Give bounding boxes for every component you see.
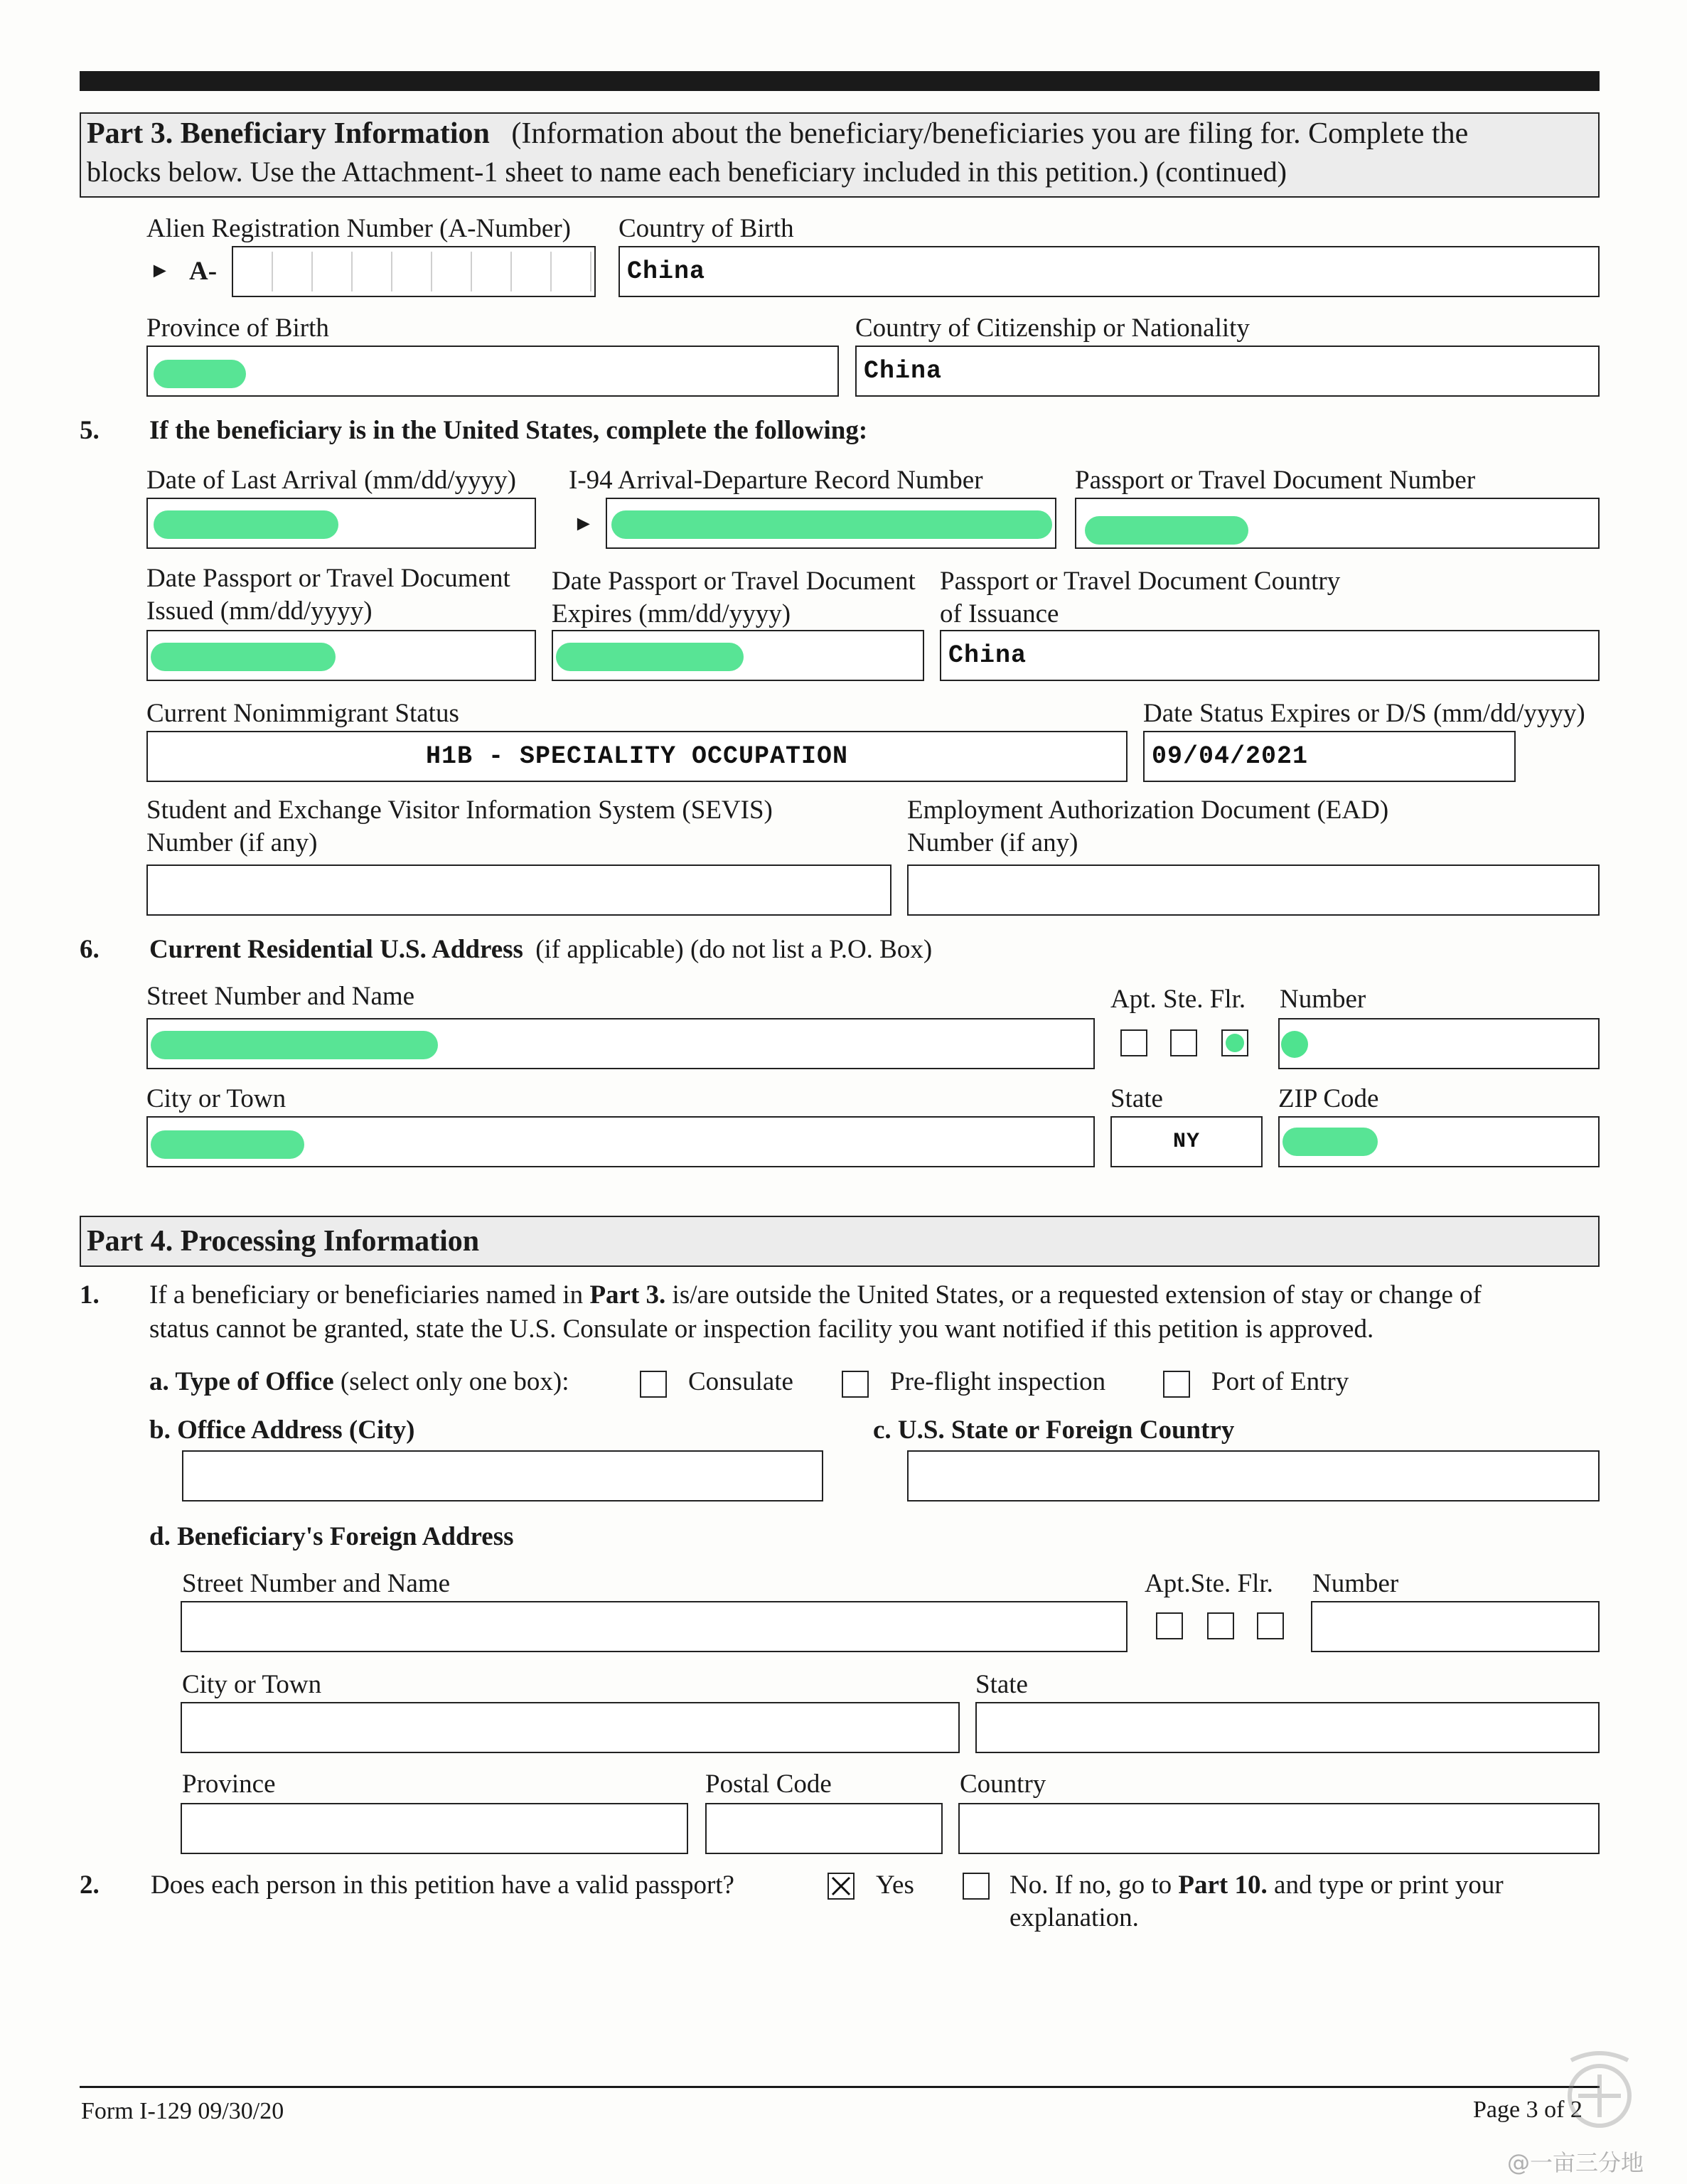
foreign-apt-label: Apt.Ste. Flr. <box>1145 1569 1273 1598</box>
form-id: Form I-129 09/30/20 <box>81 2098 284 2124</box>
citizenship-value: China <box>864 357 943 385</box>
passport-country-label-2: of Issuance <box>940 599 1059 628</box>
ead-label-1: Employment Authorization Document (EAD) <box>907 796 1389 825</box>
redaction-mark <box>154 510 338 539</box>
no-label-post: and type or print your <box>1267 1870 1504 1900</box>
part3-subtitle-1: (Information about the beneficiary/beneficiaries you are filing for. Complete the <box>511 117 1469 150</box>
flr-checkbox[interactable] <box>1221 1029 1248 1056</box>
a-number-prefix: A- <box>189 257 218 286</box>
redaction-mark <box>556 643 744 671</box>
redaction-mark <box>151 1130 304 1159</box>
office-address-label: b. Office Address (City) <box>149 1415 415 1445</box>
yes-checkbox[interactable] <box>828 1873 855 1900</box>
item5-heading: If the beneficiary is in the United States, complete the following: <box>149 416 868 445</box>
foreign-apt-checkbox[interactable] <box>1156 1612 1183 1639</box>
p4-item1-text-2: status cannot be granted, state the U.S. Consulate or inspection facility you want notified if this petition is approved. <box>149 1315 1374 1344</box>
passport-issued-input[interactable] <box>146 630 536 681</box>
apt-ste-flr-label: Apt. Ste. Flr. <box>1110 985 1246 1014</box>
nonimmigrant-status-value: H1B - SPECIALITY OCCUPATION <box>425 742 849 771</box>
x-mark-icon <box>829 1874 853 1898</box>
part3-header <box>80 112 1600 198</box>
foreign-city-input[interactable] <box>181 1702 960 1753</box>
foreign-country-label: Country <box>960 1770 1046 1799</box>
part4-title: Part 4. Processing Information <box>87 1225 480 1258</box>
state-label: State <box>1110 1084 1163 1113</box>
citizenship-label: Country of Citizenship or Nationality <box>855 314 1250 343</box>
ste-checkbox[interactable] <box>1170 1029 1197 1056</box>
type-of-office-line <box>149 1366 569 1398</box>
redaction-mark <box>1281 1031 1308 1058</box>
province-of-birth-input[interactable] <box>146 346 839 397</box>
no-label-bold: Part 10. <box>1178 1870 1268 1900</box>
redaction-mark <box>151 1031 438 1059</box>
apt-checkbox[interactable] <box>1120 1029 1147 1056</box>
watermark-handle: @一亩三分地 <box>1507 2149 1644 2176</box>
redaction-mark <box>611 510 1052 539</box>
part3-title: Part 3. Beneficiary Information <box>87 117 490 150</box>
foreign-ste-checkbox[interactable] <box>1207 1612 1234 1639</box>
foreign-street-label: Street Number and Name <box>182 1569 451 1598</box>
redaction-mark <box>1085 516 1248 545</box>
province-of-birth-label: Province of Birth <box>146 314 329 343</box>
item6-heading-line <box>149 934 932 965</box>
nonimmigrant-status-label: Current Nonimmigrant Status <box>146 699 459 728</box>
street-label: Street Number and Name <box>146 982 415 1011</box>
p4-item1-number: 1. <box>80 1280 100 1310</box>
passport-country-value: China <box>948 641 1027 670</box>
passport-question: Does each person in this petition have a valid passport? <box>151 1870 734 1900</box>
no-label-line1 <box>1009 1870 1504 1901</box>
consulate-checkbox[interactable] <box>640 1371 667 1398</box>
arrow-right-icon: ► <box>149 259 171 282</box>
type-of-office-label: a. Type of Office <box>149 1367 334 1396</box>
a-number-input[interactable] <box>232 246 596 297</box>
ead-input[interactable] <box>907 864 1600 916</box>
i94-label: I-94 Arrival-Departure Record Number <box>569 466 983 495</box>
foreign-country-input[interactable] <box>958 1803 1600 1854</box>
foreign-street-input[interactable] <box>181 1601 1128 1652</box>
office-address-input[interactable] <box>182 1450 823 1502</box>
state-value: NY <box>1172 1130 1200 1154</box>
a-number-cells <box>233 252 594 291</box>
passport-country-label-1: Passport or Travel Document Country <box>940 567 1341 596</box>
p4-item2-number: 2. <box>80 1870 100 1900</box>
city-input[interactable] <box>146 1116 1095 1167</box>
sevis-input[interactable] <box>146 864 891 916</box>
status-expires-value: 09/04/2021 <box>1152 742 1309 771</box>
state-select[interactable] <box>1110 1116 1263 1167</box>
p4-item1-text-1 <box>149 1280 1482 1311</box>
item6-number: 6. <box>80 935 100 964</box>
foreign-postal-label: Postal Code <box>705 1770 832 1799</box>
part4-header <box>80 1216 1600 1267</box>
last-arrival-input[interactable] <box>146 498 536 549</box>
foreign-state-label: State <box>975 1670 1028 1699</box>
city-label: City or Town <box>146 1084 286 1113</box>
page-number: Page 3 of 2 <box>1473 2097 1582 2123</box>
passport-number-input[interactable] <box>1075 498 1600 549</box>
passport-expires-label-2: Expires (mm/dd/yyyy) <box>552 599 791 628</box>
country-of-birth-input[interactable] <box>618 246 1600 297</box>
item6-heading: Current Residential U.S. Address <box>149 935 523 964</box>
foreign-number-input[interactable] <box>1311 1601 1600 1652</box>
foreign-flr-checkbox[interactable] <box>1257 1612 1284 1639</box>
i94-input[interactable] <box>606 498 1056 549</box>
port-of-entry-label: Port of Entry <box>1211 1367 1349 1396</box>
sevis-label-2: Number (if any) <box>146 828 318 857</box>
passport-expires-label-1: Date Passport or Travel Document <box>552 567 916 596</box>
redaction-mark <box>1226 1034 1244 1052</box>
zip-label: ZIP Code <box>1278 1084 1379 1113</box>
part3-subtitle-2: blocks below. Use the Attachment-1 sheet to name each beneficiary included in this petition.) (continued) <box>87 156 1287 188</box>
foreign-address-label: d. Beneficiary's Foreign Address <box>149 1522 514 1551</box>
last-arrival-label: Date of Last Arrival (mm/dd/yyyy) <box>146 466 516 495</box>
p4-item1-text-bold: Part 3. <box>589 1280 666 1310</box>
consulate-label: Consulate <box>688 1367 793 1396</box>
street-input[interactable] <box>146 1018 1095 1069</box>
item5-number: 5. <box>80 416 100 445</box>
redaction-mark <box>151 643 336 671</box>
passport-expires-input[interactable] <box>552 630 924 681</box>
state-country-input[interactable] <box>907 1450 1600 1502</box>
number-label: Number <box>1280 985 1366 1014</box>
no-label-pre: No. If no, go to <box>1009 1870 1179 1900</box>
passport-country-input[interactable] <box>940 630 1600 681</box>
number-input[interactable] <box>1278 1018 1600 1069</box>
preflight-checkbox[interactable] <box>842 1371 869 1398</box>
status-expires-label: Date Status Expires or D/S (mm/dd/yyyy) <box>1143 699 1585 728</box>
p4-item1-text-pre: If a beneficiary or beneficiaries named in <box>149 1280 590 1310</box>
nonimmigrant-status-select[interactable] <box>146 731 1128 782</box>
item6-heading-note: (if applicable) (do not list a P.O. Box) <box>535 935 933 964</box>
watermark-logo-icon <box>1543 2039 1656 2138</box>
a-number-label: Alien Registration Number (A-Number) <box>146 214 571 243</box>
sevis-label-1: Student and Exchange Visitor Information System (SEVIS) <box>146 796 773 825</box>
preflight-label: Pre-flight inspection <box>890 1367 1106 1396</box>
footer-rule <box>80 2086 1600 2088</box>
port-of-entry-checkbox[interactable] <box>1163 1371 1190 1398</box>
top-rule <box>80 71 1600 91</box>
status-expires-input[interactable] <box>1143 731 1516 782</box>
type-of-office-note: (select only one box): <box>340 1367 569 1396</box>
foreign-province-input[interactable] <box>181 1803 688 1854</box>
arrow-right-icon: ► <box>573 512 594 535</box>
p4-item1-text-post: is/are outside the United States, or a requested extension of stay or change of <box>665 1280 1482 1310</box>
state-country-label: c. U.S. State or Foreign Country <box>873 1415 1235 1445</box>
citizenship-input[interactable] <box>855 346 1600 397</box>
redaction-mark <box>154 360 246 388</box>
passport-number-label: Passport or Travel Document Number <box>1075 466 1476 495</box>
country-of-birth-value: China <box>627 257 706 286</box>
foreign-state-input[interactable] <box>975 1702 1600 1753</box>
ead-label-2: Number (if any) <box>907 828 1078 857</box>
foreign-postal-input[interactable] <box>705 1803 943 1854</box>
no-label-line2: explanation. <box>1009 1903 1139 1932</box>
zip-input[interactable] <box>1278 1116 1600 1167</box>
redaction-mark <box>1282 1128 1378 1156</box>
yes-label: Yes <box>876 1870 914 1900</box>
foreign-province-label: Province <box>182 1770 276 1799</box>
foreign-number-label: Number <box>1312 1569 1399 1598</box>
passport-issued-label-1: Date Passport or Travel Document <box>146 564 510 593</box>
passport-issued-label-2: Issued (mm/dd/yyyy) <box>146 596 373 626</box>
no-checkbox[interactable] <box>963 1873 990 1900</box>
foreign-city-label: City or Town <box>182 1670 322 1699</box>
country-of-birth-label: Country of Birth <box>618 214 794 243</box>
